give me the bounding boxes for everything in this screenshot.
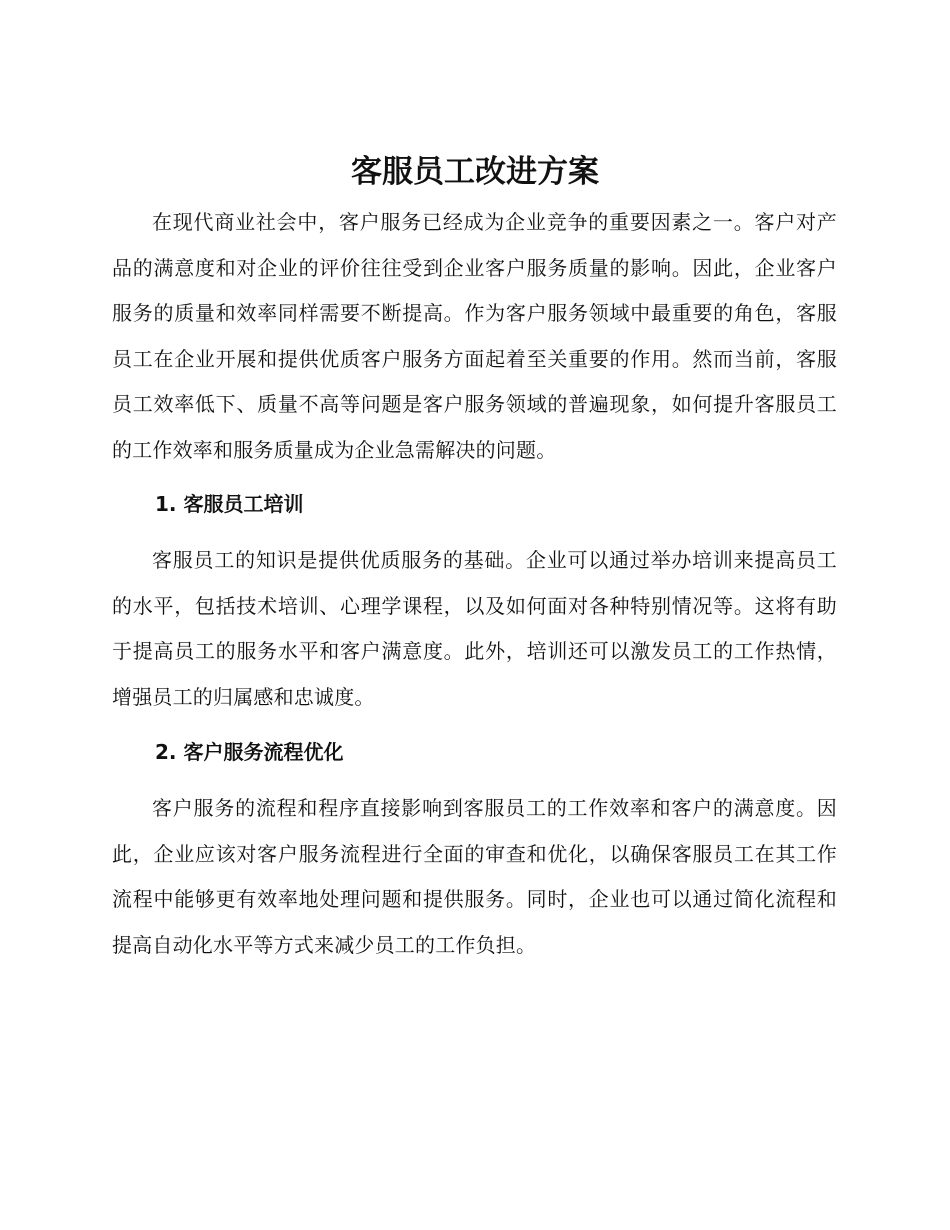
section-body-process-optimization: 客户服务的流程和程序直接影响到客服员工的工作效率和客户的满意度。因此，企业应该对客户服务流程进行全面的审查和优化，以确保客服员工在其工作流程中能够更有效率地处理问题和提供服务。同时，企业也可以通过简化流程和提高自动化水平等方式来减少员工的工作负担。 (112, 796, 837, 957)
section-heading-process-optimization: 2. 客户服务流程优化 (155, 740, 344, 764)
section-heading-training: 1. 客服员工培训 (155, 492, 304, 516)
intro-paragraph: 在现代商业社会中，客户服务已经成为企业竞争的重要因素之一。客户对产品的满意度和对企业的评价往往受到企业客户服务质量的影响。因此，企业客户服务的质量和效率同样需要不断提高。作为客户服务领域中最重要的角色，客服员工在企业开展和提供优质客户服务方面起着至关重要的作用。然而当前，客服员工效率低下、质量不高等问题是客户服务领域的普遍现象，如何提升客服员工的工作效率和服务质量成为企业急需解决的问题。 (112, 210, 837, 462)
document-title: 客服员工改进方案 (351, 154, 599, 190)
section-body-training: 客服员工的知识是提供优质服务的基础。企业可以通过举办培训来提高员工的水平，包括技术培训、心理学课程，以及如何面对各种特别情况等。这将有助于提高员工的服务水平和客户满意度。此外，培训还可以激发员工的工作热情，增强员工的归属感和忠诚度。 (112, 548, 837, 709)
